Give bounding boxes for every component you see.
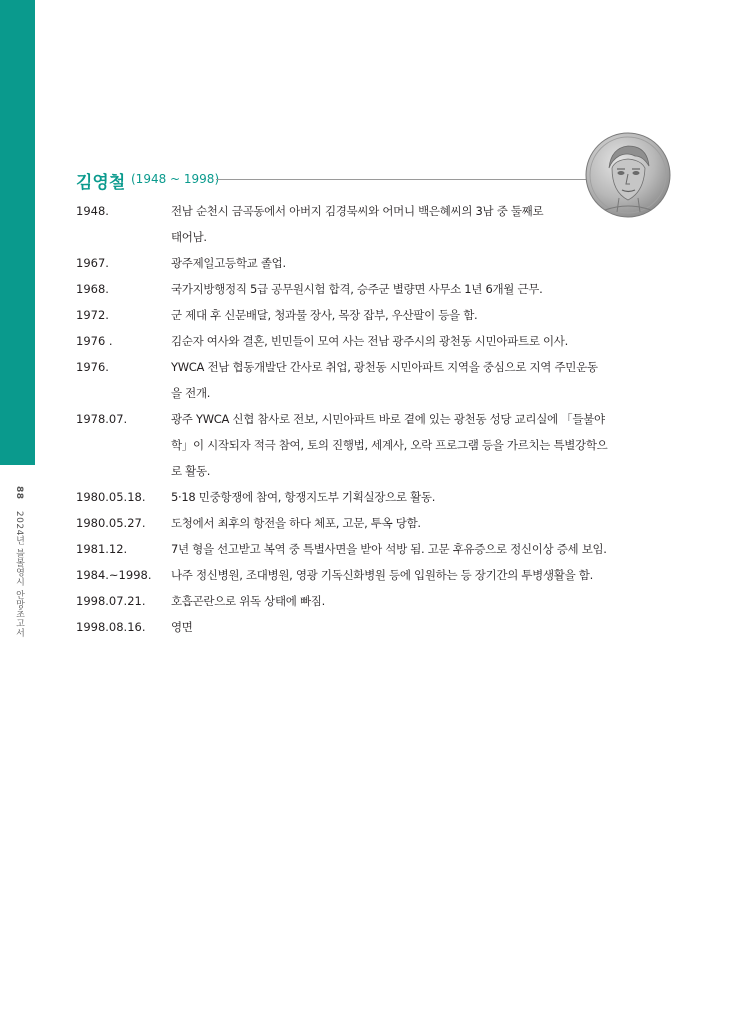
timeline-row [76, 250, 646, 276]
timeline-date: 1978.07. [76, 412, 128, 426]
timeline-text [171, 588, 646, 614]
person-name: 김영철 [76, 173, 126, 193]
timeline-row [76, 302, 646, 328]
timeline-text [171, 198, 646, 250]
timeline-text-line: 5·18 민중항쟁에 참여, 항쟁지도부 기획실장으로 활동. [171, 490, 436, 504]
timeline-date: 1968. [76, 282, 109, 296]
timeline-row [76, 276, 646, 302]
timeline-row [76, 406, 646, 484]
timeline-row [76, 614, 646, 640]
timeline-text [171, 250, 646, 276]
person-years: (1948 ~ 1998) [131, 172, 220, 186]
page-number: 88 [14, 486, 24, 500]
header-rule [216, 179, 586, 180]
timeline-text-line: 7년 형을 선고받고 복역 중 특별사면을 받아 석방 됨. 고문 후유증으로 정신이상 증세 보임. [171, 542, 607, 556]
timeline-text-line: 로 활동. [171, 464, 211, 478]
timeline-date: 1980.05.27. [76, 516, 146, 530]
timeline-text [171, 536, 646, 562]
section-header [76, 168, 586, 193]
timeline-text-line: 호흡곤란으로 위독 상태에 빠짐. [171, 594, 325, 608]
timeline-date: 1981.12. [76, 542, 128, 556]
side-running-footer [13, 486, 26, 638]
timeline-date: 1948. [76, 204, 109, 218]
timeline-text-line: 을 전개. [171, 386, 211, 400]
timeline-text [171, 354, 646, 406]
timeline-date: 1998.08.16. [76, 620, 146, 634]
timeline-text [171, 484, 646, 510]
timeline-date: 1967. [76, 256, 109, 270]
timeline-text [171, 510, 646, 536]
timeline-date: 1976 . [76, 334, 113, 348]
timeline-row [76, 354, 646, 406]
timeline-list [76, 198, 646, 640]
timeline-text [171, 614, 646, 640]
timeline-text [171, 302, 646, 328]
timeline-text-line: 김순자 여사와 결혼, 빈민들이 모여 사는 전남 광주시의 광천동 시민아파트로 이사. [171, 334, 568, 348]
timeline-date: 1984.~1998. [76, 568, 152, 582]
timeline-date: 1980.05.18. [76, 490, 146, 504]
timeline-row [76, 536, 646, 562]
timeline-date: 1976. [76, 360, 109, 374]
book-title: 2024년 블볼영시 안망초고서 [14, 510, 24, 638]
timeline-text-line: YWCA 전남 협동개발단 간사로 취업, 광천동 시민아파트 지역을 중심으로 지역 주민운동 [171, 360, 598, 374]
timeline-text [171, 328, 646, 354]
timeline-text [171, 276, 646, 302]
timeline-text-line: 도청에서 최후의 항전을 하다 체포, 고문, 투옥 당함. [171, 516, 421, 530]
timeline-text-line: 군 제대 후 신문배달, 청과물 장사, 목장 잡부, 우산팔이 등을 함. [171, 308, 478, 322]
timeline-text-line: 국가지방행정직 5급 공무원시험 합격, 승주군 별량면 사무소 1년 6개월 근무. [171, 282, 543, 296]
timeline-date: 1972. [76, 308, 109, 322]
timeline-row [76, 562, 646, 588]
timeline-text-line: 나주 정신병원, 조대병원, 영광 기독신화병원 등에 입원하는 등 장기간의 투병생활을 함. [171, 568, 593, 582]
timeline-text-line: 영면 [171, 620, 193, 634]
timeline-row [76, 328, 646, 354]
timeline-text-line: 태어남. [171, 230, 207, 244]
timeline-row [76, 484, 646, 510]
timeline-text-line: 광주제일고등학교 졸업. [171, 256, 286, 270]
timeline-row [76, 588, 646, 614]
timeline-date: 1998.07.21. [76, 594, 146, 608]
side-color-bar [0, 0, 35, 465]
timeline-text-line: 학」이 시작되자 적극 참여, 토의 진행법, 세계사, 오락 프로그램 등을 가르치는 특별강학으 [171, 438, 608, 452]
timeline-text [171, 406, 646, 484]
timeline-row [76, 510, 646, 536]
timeline-text-line: 광주 YWCA 신협 참사로 전보, 시민아파트 바로 곁에 있는 광천동 성당 교리실에 「들불야 [171, 412, 605, 426]
timeline-row [76, 198, 646, 250]
timeline-text-line: 전남 순천시 금곡동에서 아버지 김경묵씨와 어머니 백은혜씨의 3남 중 둘째로 [171, 204, 544, 218]
timeline-text [171, 562, 646, 588]
